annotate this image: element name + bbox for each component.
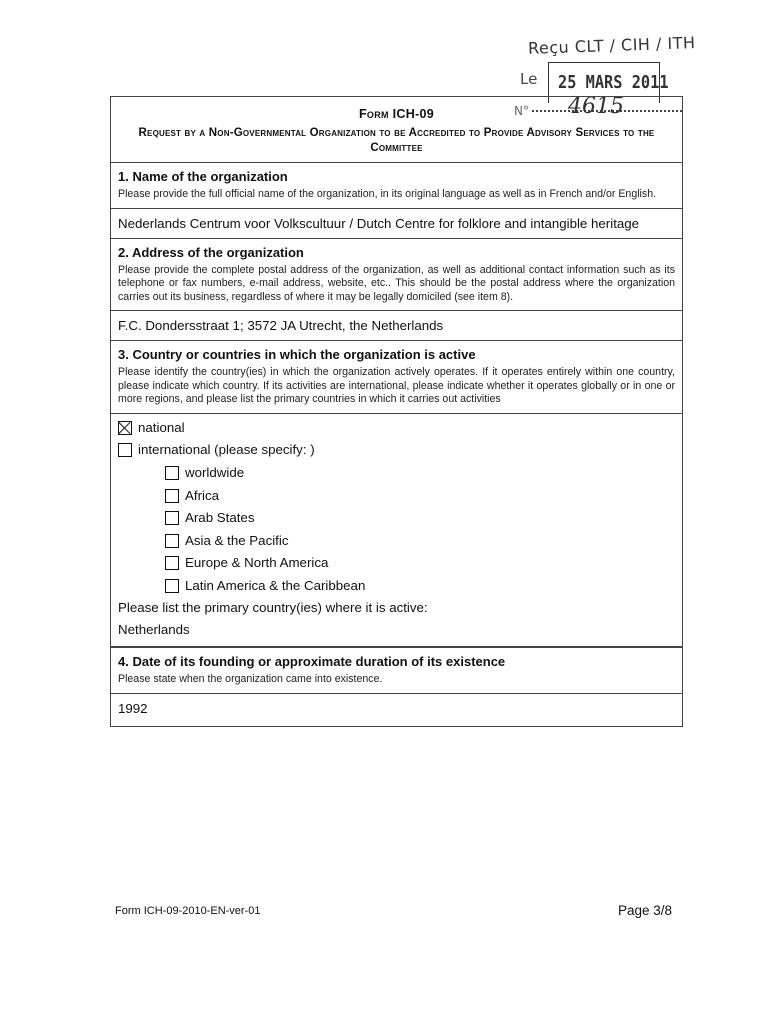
section-3-header bbox=[111, 341, 682, 414]
section-4-title: 4. Date of its founding or approximate duration of its existence bbox=[118, 654, 506, 670]
region-label: worldwide bbox=[185, 464, 245, 480]
europe-north-america-checkbox[interactable] bbox=[165, 556, 179, 570]
form-subtitle: Request by a Non-Governmental Organization to be Accredited to Provide Advisory Services to the Committee bbox=[138, 127, 655, 154]
section-1-header bbox=[111, 163, 682, 209]
section-4-instructions: Please state when the organization came into existence. bbox=[118, 673, 383, 686]
region-label: Asia & the Pacific bbox=[185, 532, 289, 548]
region-option-latin-america[interactable] bbox=[118, 575, 675, 598]
region-option-asia-pacific[interactable] bbox=[118, 529, 675, 552]
stamp-le-label: Le bbox=[520, 70, 538, 88]
worldwide-checkbox[interactable] bbox=[165, 466, 179, 480]
national-option[interactable] bbox=[118, 417, 675, 440]
international-option[interactable] bbox=[118, 439, 675, 462]
founding-date-field[interactable]: 1992 bbox=[118, 700, 148, 716]
region-option-worldwide[interactable] bbox=[118, 462, 675, 485]
section-3-title: 3. Country or countries in which the organization is active bbox=[118, 347, 476, 362]
section-1-title: 1. Name of the organization bbox=[118, 169, 288, 184]
region-option-europe-north-america[interactable] bbox=[118, 552, 675, 575]
organization-name-field[interactable]: Nederlands Centrum voor Volkscultuur / Dutch Centre for folklore and intangible heritage bbox=[111, 209, 682, 239]
section-2-instructions: Please provide the complete postal address of the organization, as well as additional contact information such as its telephone or fax numbers, e-mail address, website, etc.. This should be the postal address where the organization carries out its business, regardless of where it may be legally domiciled (see item 8). bbox=[118, 263, 675, 303]
asia-pacific-checkbox[interactable] bbox=[165, 534, 179, 548]
country-activity-block bbox=[111, 414, 682, 648]
form-header bbox=[111, 97, 682, 163]
national-label: national bbox=[138, 419, 185, 435]
region-label: Latin America & the Caribbean bbox=[185, 577, 366, 593]
stamp-handwritten-number: 4615 bbox=[568, 94, 624, 119]
region-label: Europe & North America bbox=[185, 555, 329, 571]
arab-states-checkbox[interactable] bbox=[165, 511, 179, 525]
address-field[interactable]: F.C. Dondersstraat 1; 3572 JA Utrecht, the Netherlands bbox=[111, 311, 682, 341]
footer-form-code: Form ICH-09-2010-EN-ver-01 bbox=[115, 905, 261, 917]
stamp-date: 25 MARS 2011 bbox=[558, 72, 669, 93]
primary-countries-field[interactable]: Netherlands bbox=[118, 622, 190, 638]
latin-america-checkbox[interactable] bbox=[165, 579, 179, 593]
form-ich-09 bbox=[110, 96, 683, 727]
form-title: Form ICH-09 bbox=[359, 107, 434, 121]
international-label: international (please specify: ) bbox=[138, 442, 315, 458]
international-checkbox[interactable] bbox=[118, 443, 132, 457]
section-2-title: 2. Address of the organization bbox=[118, 244, 304, 260]
received-stamp: Reçu CLT / CIH / ITH bbox=[527, 33, 696, 58]
section-4-header bbox=[111, 647, 682, 694]
africa-checkbox[interactable] bbox=[165, 489, 179, 503]
region-option-arab-states[interactable] bbox=[118, 507, 675, 530]
region-option-africa[interactable] bbox=[118, 484, 675, 507]
section-2-header bbox=[111, 239, 682, 312]
region-label: Arab States bbox=[185, 510, 255, 526]
national-checkbox[interactable] bbox=[118, 421, 132, 435]
section-1-instructions: Please provide the full official name of the organization, in its original language as well as in French and/or English. bbox=[118, 188, 657, 200]
stamp-number-label: N° bbox=[514, 104, 529, 118]
region-label: Africa bbox=[185, 487, 219, 503]
section-3-instructions: Please identify the country(ies) in which the organization actively operates. If it operates entirely within one country, please indicate which country. If its activities are international, please indicate whether it operates globally or in one or more regions, and please list the primary countries in which it carries out activities bbox=[118, 366, 675, 405]
page-number: Page 3/8 bbox=[618, 903, 673, 918]
primary-countries-prompt: Please list the primary country(ies) where it is active: bbox=[118, 600, 428, 616]
